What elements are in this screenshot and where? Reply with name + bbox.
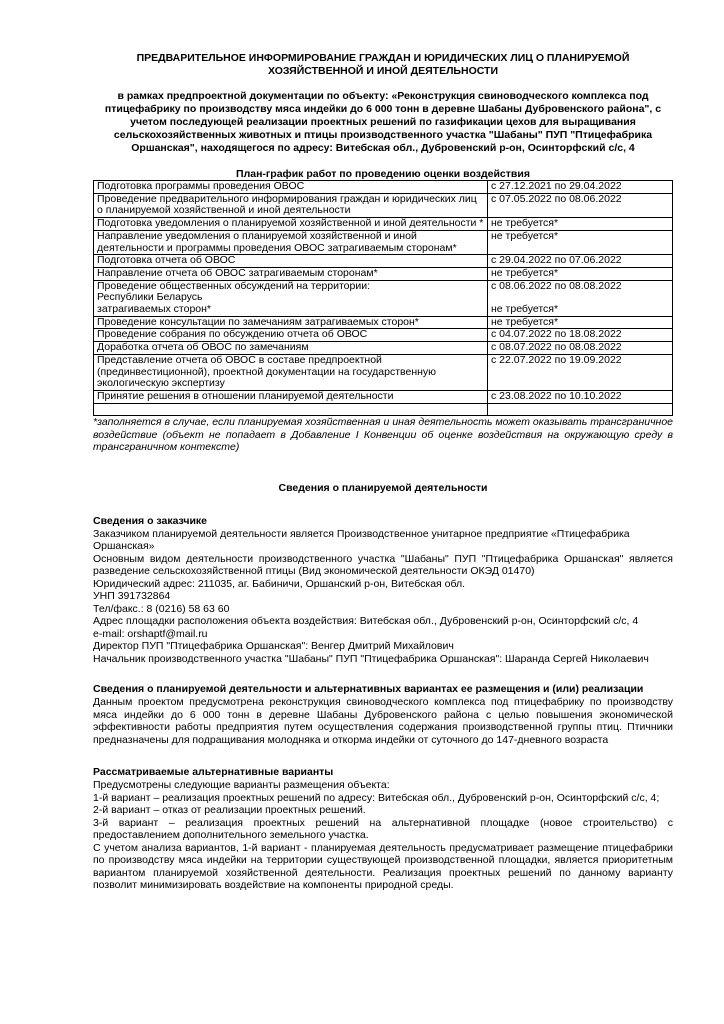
plan-table-title: План-график работ по проведению оценки воздействия	[236, 168, 530, 180]
alternative-option-2: 2-й вариант – отказ от реализации проектных решений.	[93, 804, 366, 817]
customer-chief: Начальник производственного участка "Шабаны" ПУП "Птицефабрика Оршанская": Шаранда Сергей Николаевич	[93, 652, 649, 665]
document-title: ПРЕДВАРИТЕЛЬНОЕ ИНФОРМИРОВАНИЕ ГРАЖДАН И ЮРИДИЧЕСКИХ ЛИЦ О ПЛАНИРУЕМОЙ ХОЗЯЙСТВЕННОЙ И ИНОЙ ДЕЯТЕЛЬНОСТИ	[136, 52, 630, 77]
alternative-option-1: 1-й вариант – реализация проектных решений по адресу: Витебская обл., Дубровенский р-он, Осинторфский с/с, 4;	[93, 791, 660, 804]
table-cell-work: Подготовка программы проведения ОВОС	[94, 181, 488, 194]
table-cell-work: Направление уведомления о планируемой хозяйственной и иной деятельности и программы проведения ОВОС затрагиваемым сторонам*	[94, 230, 488, 254]
table-row	[94, 316, 673, 329]
customer-phone: Тел/факс.: 8 (0216) 58 63 60	[93, 602, 230, 615]
table-cell-work: Подготовка уведомления о планируемой хозяйственной и иной деятельности *	[94, 218, 488, 231]
table-cell-work: Проведение консультации по замечаниям затрагиваемых сторон*	[94, 316, 488, 329]
table-cell-work	[94, 280, 488, 316]
customer-address: Юридический адрес: 211035, аг. Бабиничи, Оршанский р-он, Витебская обл.	[93, 577, 466, 590]
table-cell-date: с 07.05.2022 по 08.06.2022	[488, 193, 673, 217]
document-page	[93, 52, 673, 892]
table-cell-date: с 04.07.2022 по 18.08.2022	[488, 329, 673, 342]
customer-site-address: Адрес площадки расположения объекта воздействия: Витебская обл., Дубровенский р-он, Осинторфский с/с, 4	[93, 615, 639, 628]
table-cell-date: с 22.07.2022 по 19.09.2022	[488, 354, 673, 390]
alternatives-conclusion: С учетом анализа вариантов, 1-й вариант - планируемая деятельность предусматривает размещение птицефабрики по производству мяса индейки на территории существующей производственной площадки, является приоритетным вариантом планируемой хозяйственной деятельности. Реализация проектных решений по данному варианту позволит минимизировать воздействие на компоненты природной среды.	[93, 841, 673, 892]
table-cell-date: не требуется*	[488, 267, 673, 280]
table-cell-line: с 08.06.2022 по 08.08.2022	[491, 279, 622, 292]
table-row	[94, 230, 673, 254]
plan-table	[93, 180, 673, 416]
table-row	[94, 342, 673, 355]
table-cell-line: затрагиваемых сторон*	[97, 303, 212, 316]
customer-line1: Заказчиком планируемой деятельности является Производственное унитарное предприятие «Птицефабрика Оршанская»	[93, 527, 630, 553]
table-row	[94, 181, 673, 194]
table-row	[94, 329, 673, 342]
table-cell-date: с 27.12.2021 по 29.04.2022	[488, 181, 673, 194]
activity-heading: Сведения о планируемой деятельности и альтернативных вариантах ее размещения и (или) реализации	[93, 683, 644, 696]
table-cell-work	[94, 403, 488, 416]
customer-email: e-mail: orshaptf@mail.ru	[93, 627, 208, 640]
table-cell-date: не требуется*	[488, 218, 673, 231]
table-row	[94, 218, 673, 231]
table-cell-line: не требуется*	[491, 303, 559, 316]
table-row	[94, 354, 673, 390]
table-cell-date: с 23.08.2022 по 10.10.2022	[488, 390, 673, 403]
table-cell-work: Направление отчета об ОВОС затрагиваемым сторонам*	[94, 267, 488, 280]
table-cell-line: Проведение общественных обсуждений на территории:	[97, 279, 371, 292]
customer-line2: Основным видом деятельности производственного участка "Шабаны" ПУП "Птицефабрика Оршанская" является разведение сельскохозяйственной птицы (Вид экономической деятельности ОКЭД 01470)	[93, 552, 673, 578]
table-cell-date: с 08.07.2022 по 08.08.2022	[488, 342, 673, 355]
activity-text: Данным проектом предусмотрена реконструкция свиноводческого комплекса под птицефабрику по производству мяса индейки до 6 000 тонн в деревне Шабаны Дубровенского района с целью повышения экономической эффективности работы предприятия путем осуществления содержания производственной группы птиц. Птичники предназначены для подращивания молодняка и откорма индейки от суточного до 147-дневного возраста	[93, 696, 673, 746]
alternatives-intro: Предусмотрены следующие варианты размещения объекта:	[93, 779, 390, 792]
customer-director: Директор ПУП "Птицефабрика Оршанская": Венгер Дмитрий Михайлович	[93, 640, 454, 653]
table-row	[94, 280, 673, 316]
table-row	[94, 267, 673, 280]
table-cell-work: Представление отчета об ОВОС в составе предпроектной (прединвестиционной), проектной документации на государственную экологическую экспертизу	[94, 354, 488, 390]
customer-heading: Сведения о заказчике	[93, 514, 208, 527]
table-row	[94, 193, 673, 217]
table-row	[94, 255, 673, 268]
table-cell-date: не требуется*	[488, 230, 673, 254]
table-cell-date	[488, 280, 673, 316]
customer-unp: УНП 391732864	[93, 590, 171, 603]
table-footnote: *заполняется в случае, если планируемая хозяйственная и иная деятельность может оказывать трансграничное воздействие (объект не попадает в Добавление I Конвенции об оценке воздействия на окружающую среду в трансграничном контексте)	[93, 416, 673, 454]
alternative-option-3: 3-й вариант – реализация проектных решений на альтернативной площадке (новое строительство) с предоставлением дополнительного земельного участка.	[93, 816, 673, 842]
table-cell-work: Принятие решения в отношении планируемой деятельности	[94, 390, 488, 403]
table-cell-line: Республики Беларусь	[97, 291, 203, 304]
table-row	[94, 390, 673, 403]
table-cell-date: не требуется*	[488, 316, 673, 329]
table-cell-work: Проведение предварительного информирования граждан и юридических лиц о планируемой хозяйственной и иной деятельности	[94, 193, 488, 217]
section-title: Сведения о планируемой деятельности	[278, 481, 488, 494]
table-row-empty	[94, 403, 673, 416]
table-cell-work: Проведение собрания по обсуждению отчета об ОВОС	[94, 329, 488, 342]
table-cell-date: с 29.04.2022 по 07.06.2022	[488, 255, 673, 268]
table-cell-date	[488, 403, 673, 416]
table-cell-work: Подготовка отчета об ОВОС	[94, 255, 488, 268]
table-cell-work: Доработка отчета об ОВОС по замечаниям	[94, 342, 488, 355]
document-subtitle: в рамках предпроектной документации по объекту: «Реконструкция свиноводческого комплекса под птицефабрику по производству мяса индейки до 6 000 тонн в деревне Шабаны Дубровенского района", с учетом последующей реализации проектных решений по газификации цехов для выращивания сельскохозяйственных животных и птицы производственного участка "Шабаны" ПУП "Птицефабрика Оршанская", находящегося по адресу: Витебская обл., Дубровенский р-он, Осинторфский с/с, 4	[104, 90, 662, 154]
alternatives-heading: Рассматриваемые альтернативные варианты	[93, 766, 334, 779]
